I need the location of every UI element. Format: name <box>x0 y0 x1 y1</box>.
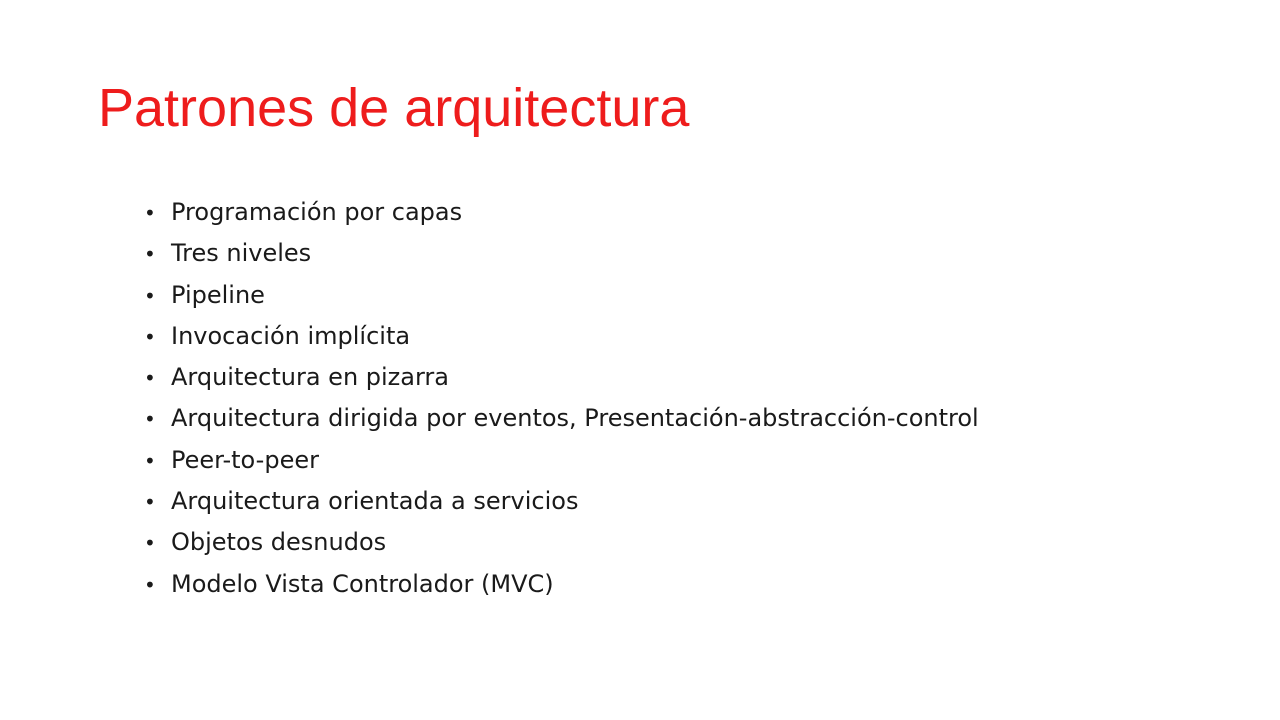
list-item <box>144 357 979 398</box>
list-item <box>144 233 979 274</box>
list-item-text: Pipeline <box>171 280 265 309</box>
slide-title: Patrones de arquitectura <box>98 78 690 138</box>
bullet-icon: • <box>144 572 156 597</box>
list-item-text: Objetos desnudos <box>171 528 387 557</box>
list-item-text: Programación por capas <box>171 198 463 226</box>
list-item <box>144 564 979 605</box>
bullet-icon: • <box>144 407 156 432</box>
list-item-text: Modelo Vista Controlador (MVC) <box>171 569 554 598</box>
list-item <box>144 398 979 439</box>
list-item <box>144 522 979 563</box>
list-item <box>144 275 979 316</box>
bullet-list <box>144 192 979 605</box>
list-item <box>144 481 979 522</box>
bullet-icon: • <box>144 324 156 349</box>
bullet-icon: • <box>144 531 156 556</box>
bullet-icon: • <box>144 201 156 225</box>
bullet-icon: • <box>144 366 156 391</box>
list-item-text: Tres niveles <box>171 239 312 268</box>
list-item-text: Invocación implícita <box>171 321 411 350</box>
list-item-text: Arquitectura en pizarra <box>171 363 450 392</box>
list-item-text: Peer-to-peer <box>171 445 319 474</box>
list-item <box>144 316 979 357</box>
bullet-icon: • <box>144 490 156 515</box>
list-item <box>144 192 979 233</box>
bullet-icon: • <box>144 448 156 473</box>
list-item-text: Arquitectura dirigida por eventos, Presentación-abstracción-control <box>171 404 979 433</box>
bullet-icon: • <box>144 242 156 267</box>
list-item <box>144 440 979 481</box>
bullet-icon: • <box>144 283 156 308</box>
list-item-text: Arquitectura orientada a servicios <box>171 487 579 516</box>
